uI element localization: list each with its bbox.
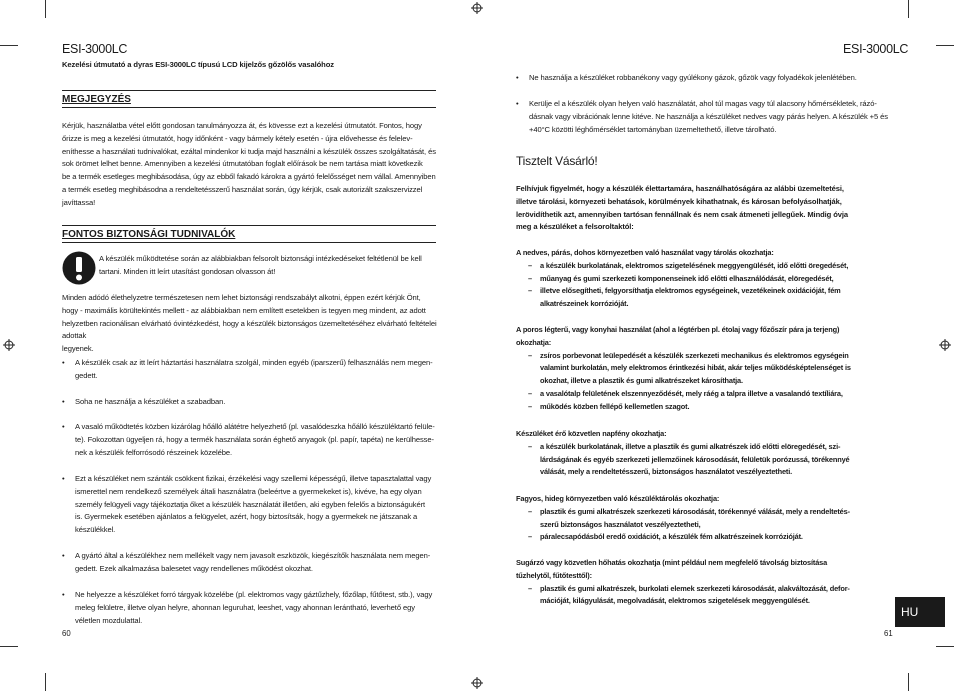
care-item-line: valamint burkolatán, mely elektromos érintkezési hibát, akár teljes működésképtelenséget is	[540, 363, 851, 373]
crop-line-bottom-left-v	[45, 673, 46, 691]
warning-text	[99, 253, 439, 279]
greeting: Tisztelt Vásárló!	[516, 154, 598, 168]
intro-line: helyzetben racionálisan elvárható óvintézkedést, hogy a készülék biztonságos üzemeltetéséhez elvárható feltételei adottak	[62, 318, 437, 341]
bullet-line: készülékkel.	[75, 525, 116, 535]
care-section-title	[516, 324, 896, 350]
crop-line-top-left	[0, 45, 18, 46]
care-section-title-line: okozhatja:	[516, 337, 552, 347]
dash-marker: –	[528, 583, 532, 593]
care-section-title-line: A nedves, párás, dohos környezetben való használat vagy tárolás okozhatja:	[516, 248, 774, 257]
care-section-item	[528, 388, 896, 401]
model-name-right: ESI-3000LC	[843, 42, 909, 56]
bullet-line: Soha ne használja a készüléket a szabadban.	[75, 397, 226, 406]
bullet-line: meleg felületre, illetve olyan helyre, ahonnan leguruhat, leeshet, vagy ahonnan lerántható, leverhető egy	[75, 602, 415, 612]
care-item-line: lárdságának és egyéb szerkezeti jellemzőinek károsodását, felületük porózussá, törékennyé	[540, 454, 850, 464]
care-section	[516, 557, 896, 608]
care-item-line: alkatrészeinek korrózióját.	[540, 299, 629, 309]
dash-marker: –	[528, 532, 532, 542]
bullet-line: is. Gyermekek esetében ajánlatos a felügyelet, azért, hogy biztosítsák, hogy a gyermekek ne játszanak a	[75, 512, 418, 522]
safety-bullet	[62, 357, 445, 383]
crop-line-top-left-v	[45, 0, 46, 18]
dash-marker: –	[528, 350, 532, 360]
care-section-item	[528, 350, 896, 388]
bullet-line: személy felügyeli vagy tájékoztatja őket a készülék használatát illetően, aki egyben felelős a biztonságukért	[75, 499, 426, 509]
intro-line: Minden adódó élethelyzetre természetesen nem lehet biztonsági rendszabályt alkotni, éppen ezért kérjük Önt,	[62, 293, 421, 302]
care-section-item	[528, 285, 896, 311]
registration-mark-icon	[3, 339, 15, 351]
safety-bullet	[516, 98, 899, 136]
care-section-title-line: Sugárzó vagy közvetlen hőhatás okozhatja (mint például nem megfelelő távolság biztosítása	[516, 558, 828, 567]
bullet-line: nek a készülék felforrósodó részeinek közelébe.	[75, 447, 232, 457]
care-section-title-line: tűzhelytől, fűtőtesttől):	[516, 570, 592, 580]
registration-mark-icon	[939, 339, 951, 351]
care-item-line: a készülék burkolatának, illetve a plasztik és gumi alkatrészek idő előtti elöregedését, szi-	[540, 441, 841, 451]
page-number-left: 60	[62, 629, 71, 638]
notes-line: Kérjük, használatba vétel előtt gondosan tanulmányozza át, és kövesse ezt a kezelési útmutatót. Fontos, hogy	[62, 121, 422, 130]
care-item-line: illetve elősegítheti, felgyorsíthatja elektromos egységeinek, vezetékeinek oxidációját, fém	[540, 286, 841, 296]
bullet-line: Ne helyezze a készüléket forró tárgyak közelébe (pl. elektromos vagy gáztűzhely, főzőlap, fűtőtest, stb.), vagy	[75, 590, 433, 599]
care-intro-line: Felhívjuk figyelmét, hogy a készülék élettartamára, használhatóságára az alábbi üzemeltetési,	[516, 184, 844, 193]
care-item-line: a készülék burkolatának, elektromos szigetelésének meggyengülését, idő előtti öregedését,	[540, 260, 849, 270]
manual-subtitle: Kezelési útmutató a dyras ESI-3000LC típusú LCD kijelzős gőzölős vasalóhoz	[62, 60, 334, 69]
care-item-line: válását, mely a rendeltetésszerű, biztonságos használatot veszélyeztetheti.	[540, 467, 793, 477]
dash-marker: –	[528, 441, 532, 451]
safety-intro	[62, 292, 442, 356]
warning-line: tartani. Minden itt leírt utasítást gondosan olvasson át!	[99, 266, 276, 276]
care-section-title-line: A poros légterű, vagy konyhai használat (ahol a légtérben pl. étolaj vagy főzőszír pára ja terjeng)	[516, 325, 840, 334]
care-section-title	[516, 493, 896, 506]
care-item-line: mációját, kilágyulását, megolvadását, elektromos szigetelések meggyengülését.	[540, 596, 810, 606]
notes-line: a termék esetleg meghibásodna a rendeltetésszerű használat során, úgy kérjük, csak autorizált szakszervizzel	[62, 184, 423, 194]
bullet-dot: •	[62, 422, 65, 431]
dash-marker: –	[528, 388, 532, 398]
crop-line-bottom-left	[0, 646, 18, 647]
bullet-line: A vasaló működtetés közben kizárólag hőálló alátétre helyezhető (pl. vasalódeszka hőálló készüléktartó felüle-	[75, 422, 435, 431]
bullet-line: Kerülje el a készülék olyan helyen való használatát, ahol túl magas vagy túl alacsony hőmérsékletek, rázó-	[529, 99, 877, 108]
bullet-line: dásnak vagy vibrációnak lenne kitéve. Ne használja a készüléket nedves vagy párás helyen. A készülék +5 és	[529, 111, 888, 121]
notes-line: őrizze is meg a kezelési útmutatót, hogy időnként - vagy bármely kétely esetén - újra elővehesse és felelev-	[62, 133, 413, 143]
bullet-line: Ne használja a készüléket robbanékony vagy gyúlékony gázok, gőzök vagy folyadékok jelenlétében.	[529, 73, 857, 82]
care-section-item	[528, 401, 896, 414]
notes-heading: MEGJEGYZÉS	[62, 90, 436, 108]
bullet-line: ismerettel nem rendelkező személyek általi használatra (beleértve a gyermekeket is), kivéve, ha egy olyan	[75, 486, 422, 496]
registration-mark-icon	[471, 2, 483, 14]
dash-marker: –	[528, 506, 532, 516]
notes-line: sok örömet lelhet benne. Amennyiben a kezelési útmutatóban foglalt előírások be nem tartása miatt következik	[62, 159, 423, 169]
bullet-dot: •	[62, 397, 65, 406]
safety-bullet	[62, 473, 445, 537]
care-section	[516, 247, 896, 311]
bullet-dot: •	[62, 358, 65, 367]
care-section	[516, 493, 896, 544]
bullet-line: A gyártó által a készülékhez nem mellékelt vagy nem javasolt eszközök, kiegészítők használata nem megen-	[75, 551, 431, 560]
care-section-title	[516, 557, 896, 583]
crop-line-top-right	[936, 45, 954, 46]
dash-marker: –	[528, 401, 532, 411]
care-section-title-line: Készüléket érő közvetlen napfény okozhatja:	[516, 429, 667, 438]
notes-paragraph	[62, 120, 442, 210]
safety-bullet	[62, 421, 445, 459]
care-intro-line: illetve tárolási, környezeti behatások, körülmények kihathatnak, és károsan befolyásolhatják,	[516, 196, 842, 206]
registration-mark-icon	[471, 677, 483, 689]
intro-line: legyenek.	[62, 344, 94, 354]
bullet-dot: •	[516, 99, 519, 108]
care-intro	[516, 183, 896, 234]
care-section-title	[516, 247, 896, 260]
care-item-line: plasztik és gumi alkatrészek szerkezeti károsodását, törékennyé válását, mely a rendeltetés-	[540, 506, 850, 516]
bullet-dot: •	[62, 474, 65, 483]
care-item-line: okozhat, illetve a plasztik és gumi alkatrészeket károsíthatja.	[540, 376, 743, 386]
care-item-line: plasztik és gumi alkatrészek, burkolati elemek szerkezeti károsodását, alakváltozását, defor-	[540, 583, 850, 593]
dash-marker: –	[528, 273, 532, 283]
care-item-line: műanyag és gumi szerkezeti komponenseinek idő előtti elhasználódását, elöregedését,	[540, 273, 834, 283]
care-item-line: a vasalótalp felületének elszennyeződését, mely ráég a talpra illetve a vasalandó textíliára,	[540, 388, 843, 398]
dash-marker: –	[528, 286, 532, 296]
intro-line: hogy - maximális körültekintés mellett - az alábbiakban nem említett esetekben is tegyen meg mindent, az adott	[62, 305, 426, 315]
care-item-line: működés közben fellépő kellemetlen szagot.	[540, 401, 690, 411]
safety-bullet	[62, 550, 445, 576]
model-name-left: ESI-3000LC	[62, 42, 128, 56]
crop-line-bottom-right-v	[908, 673, 909, 691]
care-section-item	[528, 441, 896, 479]
crop-line-bottom-right	[936, 646, 954, 647]
bullet-line: +40°C közötti léghőmérséklet tartományban üzemeltethető, illetve tárolható.	[529, 124, 777, 134]
care-intro-line: lerövidíthetik azt, amennyiben tartósan fennállnak és nem csak átmeneti jellegűek. Mindig óvja	[516, 209, 849, 219]
safety-bullet	[62, 396, 445, 409]
notes-line: be a termék esetleges meghibásodása, úgy az ebből fakadó károkra a gyártó felelősséget nem vállal. Amennyiben	[62, 172, 436, 182]
language-tab: HU	[895, 597, 945, 627]
bullet-line: gedett. Ezek alkalmazása balesetet vagy rendellenes működést okozhat.	[75, 563, 313, 573]
bullet-line: A készülék csak az itt leírt háztartási használatra szolgál, minden egyéb (iparszerű) felhasználás nem megen-	[75, 358, 433, 367]
care-section	[516, 324, 896, 414]
bullet-line: véletlen mozdulattal.	[75, 615, 143, 625]
safety-bullet	[62, 589, 445, 627]
exclamation-warning-icon	[62, 251, 96, 285]
notes-line: javíttassa!	[62, 197, 96, 207]
page-number-right: 61	[884, 629, 893, 638]
care-section-item	[528, 506, 896, 532]
care-section-title	[516, 428, 896, 441]
care-section-item	[528, 583, 896, 609]
care-item-line: szerű biztonságos használatot veszélyeztetheti,	[540, 519, 701, 529]
care-item-line: páralecsapódásból eredő oxidációt, a készülék fém alkatrészeinek korrózióját.	[540, 532, 803, 542]
care-section-item	[528, 260, 896, 273]
crop-line-top-right-v	[908, 0, 909, 18]
care-section-item	[528, 273, 896, 286]
care-section-item	[528, 531, 896, 544]
warning-line: A készülék működtetése során az alábbiakban felsorolt biztonsági intézkedéseket feltétlenül be kell	[99, 254, 422, 263]
care-item-line: zsíros porbevonat leülepedését a készülék szerkezeti mechanikus és elektromos egységein	[540, 350, 849, 360]
bullet-dot: •	[516, 73, 519, 82]
safety-heading: FONTOS BIZTONSÁGI TUDNIVALÓK	[62, 225, 436, 243]
safety-bullet	[516, 72, 899, 85]
bullet-line: te). Fokozottan ügyeljen rá, hogy a termék használata során éghető anyagok (pl. papír, tapéta) ne kerülhesse-	[75, 434, 434, 444]
notes-line: eníthesse a használati tudnivalókat, ezáltal mindenkor ki tudja majd használni a készülék összes szolgáltatását, és	[62, 146, 436, 156]
care-section-title-line: Fagyos, hideg környezetben való készüléktárolás okozhatja:	[516, 494, 720, 503]
bullet-dot: •	[62, 590, 65, 599]
bullet-line: Ezt a készüléket nem szánták csökkent fizikai, érzékelési vagy szellemi képességű, illetve tapasztalattal vagy	[75, 474, 432, 483]
bullet-line: gedett.	[75, 370, 98, 380]
dash-marker: –	[528, 260, 532, 270]
bullet-dot: •	[62, 551, 65, 560]
care-intro-line: meg a készüléket a felsoroltaktól:	[516, 222, 634, 232]
care-section	[516, 428, 896, 479]
